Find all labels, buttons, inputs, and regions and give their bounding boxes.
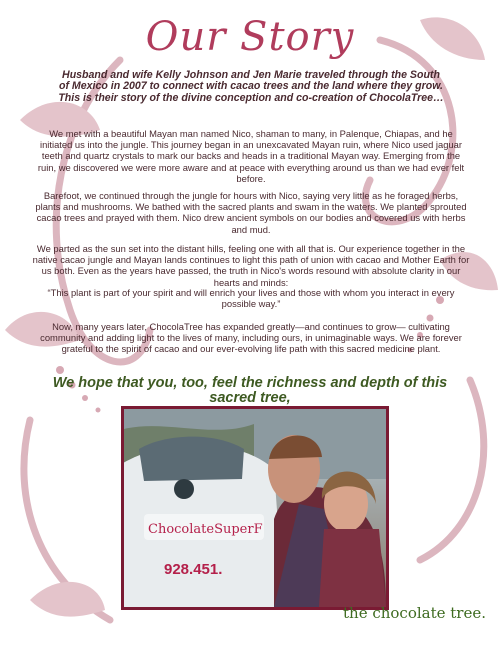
page-title: Our Story: [145, 14, 355, 60]
couple-photo: [121, 406, 389, 610]
intro-text: Husband and wife Kelly Johnson and Jen Marie traveled through the South of Mexico in 2007 to connect with cacao trees and the land where they grow. This is their story of the divine conception and co-creation of ChocolaTree…: [58, 69, 444, 104]
story-paragraph-1: We met with a beautiful Mayan man named Nico, shaman to many, in Palenque, Chiapas, and he initiated us into the jungle. This journey began in an unexcavated Mayan ruin, where Nico used jaguar teeth and quartz crystals to mark our backs and heads in a traditional Mayan way. Emerging from the ruin, we discovered we were more aware and at peace with everything around us than we had ever felt before.: [37, 128, 465, 184]
story-paragraph-2: Barefoot, we continued through the jungle for hours with Nico, saying very little as he foraged herbs, plants and mushrooms. We bathed with the sacred plants and swam in the waters. We planted sprouted cacao trees and prayed with them. Nico drew ancient symbols on our bodies and covered us with herbs and mud.: [35, 190, 467, 235]
van-phone-text: 928.451.: [164, 561, 223, 578]
story-paragraph-4: Now, many years later, ChocolaTree has expanded greatly—and continues to grow— cultivating community and adding light to the lives of many, including ours, in unimaginable ways. We are forever grateful to the spirit of cacao and our ever-evolving life path with this sacred medicine plant.: [40, 321, 462, 355]
nico-quote: “This plant is part of your spirit and will enrich your lives and those with whom you interact in every possible way.”: [47, 287, 455, 310]
brand-signature: the chocolate tree.: [343, 604, 486, 622]
closing-tagline: We hope that you, too, feel the richness and depth of this sacred tree,: [52, 375, 448, 406]
van-brand-text: ChocolateSuperF: [148, 522, 263, 537]
story-paragraph-3: We parted as the sun set into the distant hills, feeling one with all that is. Our experience together in the native cacao jungle and Mayan lands continues to light this path of union with cacao and Mother Earth for us both. Even as the years have passed, the truth in Nico's words resound with absolute clarity in our hearts and minds:: [32, 243, 470, 288]
